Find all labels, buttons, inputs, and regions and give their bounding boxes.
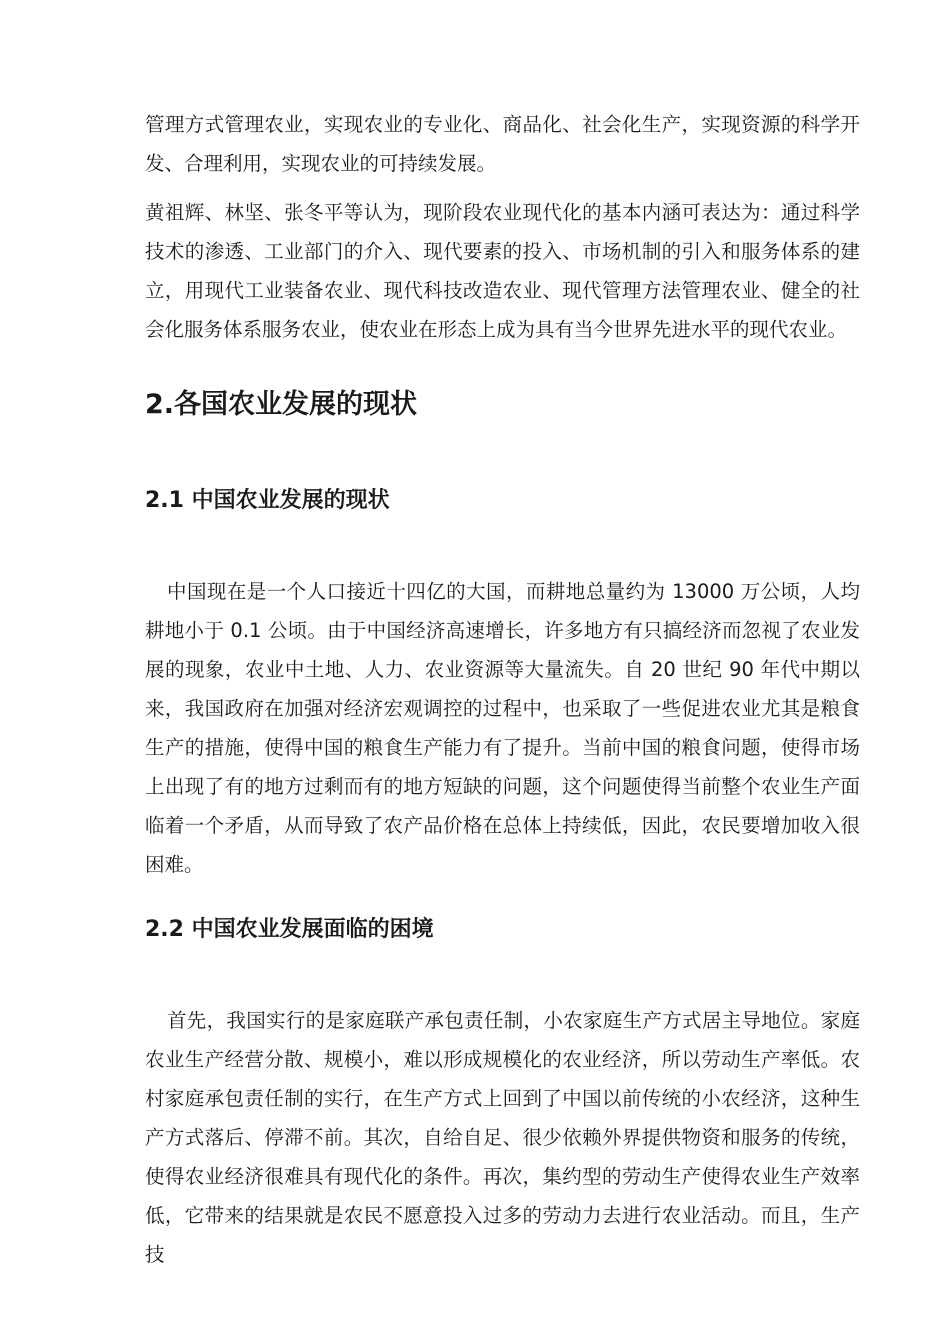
- body-paragraph-2-2: 首先，我国实行的是家庭联产承包责任制，小农家庭生产方式居主导地位。家庭农业生产经营分散、规模小，难以形成规模化的农业经济，所以劳动生产率低。农村家庭承包责任制的实行，在生产方式上回到了中国以前传统的小农经济，这种生产方式落后、停滞不前。其次，自给自足、很少依赖外界提供物资和服务的传统，使得农业经济很难具有现代化的条件。再次，集约型的劳动生产使得农业生产效率低，它带来的结果就是农民不愿意投入过多的劳动力去进行农业活动。而且，生产技: [145, 1009, 860, 1266]
- body-paragraph-2-1: 中国现在是一个人口接近十四亿的大国，而耕地总量约为 13000 万公顷，人均耕地小于 0.1 公顷。由于中国经济高速增长，许多地方有只搞经济而忽视了农业发展的现象，农业中土地、人力、农业资源等大量流失。自 20 世纪 90 年代中期以来，我国政府在加强对经济宏观调控的过程中，也采取了一些促进农业尤其是粮食生产的措施，使得中国的粮食生产能力有了提升。当前中国的粮食问题，使得市场上出现了有的地方过剩而有的地方短缺的问题，这个问题使得当前整个农业生产面临着一个矛盾，从而导致了农产品价格在总体上持续低，因此，农民要增加收入很困难。: [145, 580, 860, 876]
- section-heading-2: 2.各国农业发展的现状: [145, 389, 418, 420]
- body-paragraph-2: 黄祖辉、林坚、张冬平等认为，现阶段农业现代化的基本内涵可表达为：通过科学技术的渗透、工业部门的介入、现代要素的投入、市场机制的引入和服务体系的建立，用现代工业装备农业、现代科技改造农业、现代管理方法管理农业、健全的社会化服务体系服务农业，使农业在形态上成为具有当今世界先进水平的现代农业。: [145, 201, 860, 341]
- document-page: [145, 105, 860, 1274]
- subsection-heading-2-2: 2.2 中国农业发展面临的困境: [145, 917, 434, 942]
- body-paragraph-1: 管理方式管理农业，实现农业的专业化、商品化、社会化生产，实现资源的科学开发、合理利用，实现农业的可持续发展。: [145, 113, 860, 175]
- subsection-heading-2-1: 2.1 中国农业发展的现状: [145, 488, 390, 513]
